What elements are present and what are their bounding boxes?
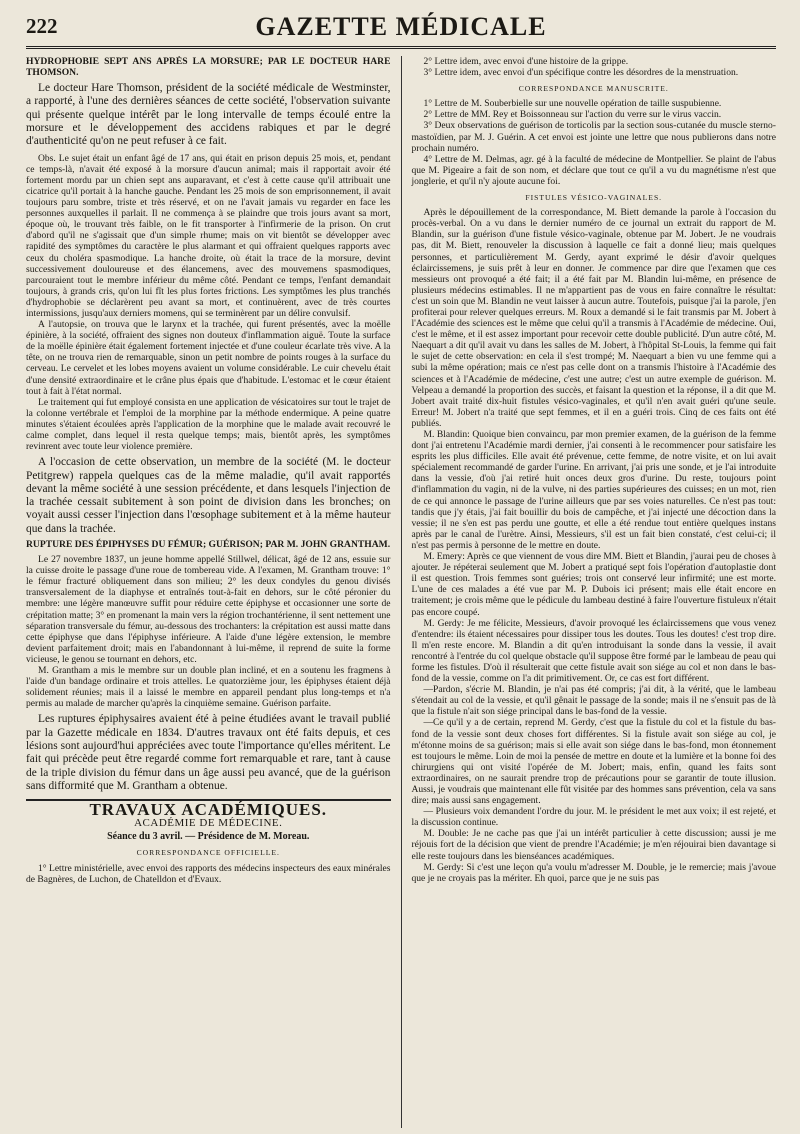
page-header (26, 8, 776, 49)
paragraph: Le traitement qui fut employé consista en une application de vésicatoires sur tout le trajet de la colonne vertébrale et l'emploi de la morphine par la méthode endermique. A peine quatre minutes s'étaient écoulées après l'application de la morphine que le malade avait recouvré le calme complet, dans lequel il resta quelque temps; mais, bientôt après, les symptômes revinrent avec toute leur violence première. (26, 396, 391, 453)
paragraph: M. Grantham a mis le membre sur un double plan incliné, et en a soutenu les fragmens à l'aide d'un bandage ordinaire et trois attelles. Le quatorzième jour, les épiphyses étaient déjà solidement réunies; mais il a laissé le membre en appareil pendant plus long-temps et n'a permis au malade de marcher qu'après la cinquième semaine. Guérison parfaite. (26, 665, 391, 710)
left-column (26, 56, 391, 1128)
paragraph: Obs. Le sujet était un enfant âgé de 17 ans, qui était en prison depuis 25 mois, et, pendant ce temps-là, n'avait été exposé à la morsure d'aucun animal; mais il rapportait avoir été fortement mordu par un chien sept ans auparavant, et c'est à cette cause qu'il attribuait une cicatrice qu'il portait à la hanche gauche. Pendant les 25 mois de son emprisonnement, il avait toujours paru sombre, triste et très réservé, et on ne l'avait jamais vu regarder en face les personnes auxquelles il parlait. Il ne commença à se plaindre que trois jours avant sa mort, époque où, le trouvant très faible, on le fit transporter à l'infirmerie de la prison. On crut d'abord qu'il ne s'agissait que d'un simple rhume; mais on vit bientôt se développer avec rapidité des symptômes du caractère le plus alarmant et qui offraient quelques rapports avec ceux du choléra spasmodique. La hanche droite, où était la trace de la morsure, devint successivement douloureuse et des élancemens, avec des mouvemens spasmodiques, parcouraient tout le membre inférieur du même côté. Pendant ce temps, l'enfant demandait toujours, à grands cris, qu'on lui fît les plus fortes frictions. Les symptômes les plus tranchés d'hydrophobie se déclarèrent peu avant sa mort, et continuèrent, avec de très courtes intermissions, jusqu'aux derniers momens, qui se terminèrent par un délire convulsif. (26, 152, 391, 319)
paragraph: — Plusieurs voix demandent l'ordre du jour. M. le président le met aux voix; il est rejeté, et la discussion continue. (411, 806, 776, 829)
paragraph-large: A l'occasion de cette observation, un membre de la société (M. le docteur Petitgrew) rappela quelques cas de la même maladie, qu'il avait rapportés devant la même société à une session précédente, et dans lesquels l'injection de la trachée cessait subitement à son point de division dans les bronches; on voyait aussi cesser l'injection dans l'œsophage subitement et à la même hauteur que dans la trachée. (26, 456, 391, 535)
paragraph: M. Gerdy: Si c'est une leçon qu'a voulu m'adresser M. Double, je le remercie; mais j'avoue que je ne croyais pas la mériter. Eh quoi, parce que je ne suis pas (411, 861, 776, 884)
list-item: 2° Lettre de MM. Rey et Boissonneau sur l'action du verre sur le virus vaccin. (423, 109, 722, 121)
paragraph: Après le dépouillement de la correspondance, M. Biett demande la parole à l'occasion du procès-verbal. On a vu dans le dernier numéro de ce journal un extrait du rapport de M. Blandin, sur la guérison d'une fistule vésico-vaginale, obtenue par M. Jobert. Je ne voudrais pas, dit M. Biett, renouveler la discussion à laquelle ce fait a donné lieu; mais quelques personnes, et particulièrement M. Gerdy, ayant exprimé le désir d'avoir quelques éclaircissemens, je suis prêt à leur en donner. Je commence par dire que l'examen que ces messieurs ont provoqué a été fait; il a été fait par M. Blandin lui-même, en présence de plusieurs médecins estimables. Il ne m'appartient pas de vous en faire connaître le résultat: c'est un soin que M. Blandin ne veut laisser à aucun autre. Toutefois, puisque j'ai la parole, j'en profiterai pour relever quelques erreurs. M. Roux a demandé si le fait transmis par M. Jobert à l'Académie des sciences est le même que celui qu'il a transmis à l'Académie de médecine. Oui, c'est le même, et il est assez important pour recevoir cette double publicité. D'un autre côté, M. Naequart a dit qu'il avait vu dans les salles de M. Jobert, à l'hôpital St-Louis, la femme qui fait le sujet de cette observation: en cela il s'est trompé; M. Naequart a bien vu une femme qui a subi la même opération; mais ce n'est pas celle dont on a transmis l'histoire à l'Académie des sciences et à l'Académie de médecine, c'est une autre; c'est un autre exemple de guérison. M. Velpeau a demandé la proportion des succès, et faisant la question et la réponse, il a dit que M. Jobert avait traité dix-huit fistules vésico-vaginales, et qu'il n'en avait guéri qu'une seule. Erreur! M. Jobert n'a traité que sept femmes, et il en a guéri trois. Cinq de ces faits ont été publiés. (411, 207, 776, 429)
subsection-heading: CORRESPONDANCE OFFICIELLE. (136, 848, 280, 858)
paragraph: 1° Lettre ministérielle, avec envoi des rapports des médecins inspecteurs des eaux minérales de Bagnères, de Luchon, de Chatelldon et d'Evaux. (26, 862, 391, 885)
list-item: 4° Lettre de M. Delmas, agr. gé à la faculté de médecine de Montpellier. Se plaint de l'abus que M. Pigeaire a fait de son nom, et déclare que tout ce qu'il a vu du magnétisme n'est que jonglerie, et qu'il n'y ajoute aucune foi. (411, 153, 776, 187)
paragraph: M. Double: Je ne cache pas que j'ai un intérêt particulier à cette discussion; aussi je me réjouis fort de la décision que vient de prendre l'Académie; je m'en réjouirai bien davantage si elle reste toujours dans les bienséances académiques. (411, 828, 776, 862)
paragraph: M. Emery: Après ce que viennent de vous dire MM. Biett et Blandin, j'aurai peu de choses à ajouter. Je répéterai seulement que M. Jobert a pratiqué sept fois l'opération d'autoplastie dont il est question. Trois femmes sont guéries; trois ont conservé leur infirmité; une est morte. L'une de ces malades a été vue par M. P. Dubois ici présent; mais elle était encore en traitement; je crois même que le pédicule du lambeau destiné à faire l'ouverture fistuleux n'était pas encore coupé. (411, 551, 776, 618)
paragraph: M. Blandin: Quoique bien convaincu, par mon premier examen, de la guérison de la femme dont j'ai entretenu l'Académie mardi dernier, j'ai consenti à le recommencer pour satisfaire les esprits les plus difficiles. Elle avait été prévenue, cette femme, de notre visite, et on lui avait spécialement recommandé de garder l'urine. En arrivant, j'ai pris une sonde, et je l'ai introduite dans la vessie, d'où j'ai retiré huit onces deux gros d'urine. Du reste, toujours point d'inflammation du vagin, ni de la vulve, ni des parties supérieures des cuisses; en un mot, rien de ce qui annonce le passage de l'urine ailleurs que par ses voies naturelles. Ce n'est pas tout: tandis que j'y étais, j'ai fait bouillir du bois de campêche, et j'ai injecté une décoction dans la vessie; il ne s'en est pas perdu une goutte, et elle a été rendue tout entière quelques instans après par le canal de l'urètre. Ainsi, Messieurs, s'il est un fait bien constaté, c'est celui-ci; il n'est pas permis à personne de le mettre en doute. (411, 429, 776, 551)
list-item: 3° Deux observations de guérison de torticolis par la section sous-cutanée du muscle sterno-mastoïdien, par M. J. Guérin. A cet envoi est jointe une lettre que nous publierons dans notre prochain numéro. (411, 120, 776, 154)
article-title: HYDROPHOBIE SEPT ANS APRÈS LA MORSURE; PAR LE DOCTEUR HARE THOMSON. (26, 56, 391, 79)
paragraph: Le 27 novembre 1837, un jeune homme appellé Stillwel, délicat, âgé de 12 ans, essuie sur la cuisse droite le passage d'une roue de tombereau vide. A l'examen, M. Grantham trouve: 1° le fémur fracturé obliquement dans son milieu; 2° les deux condyles du genou divisés transversalement de la diaphyse et entraînés tout-à-fait en dehors, sur le côté péronier du membre: une légère manœuvre suffit pour réduire cette épiphyse et occasionner une sorte de crépitation matte; 3° en promenant la main vers la région trochantérienne, il sent nettement une séparation transversale du fémur, au-dessous des trochanters: la crépitation est aussi matte dans cette épiphyse que dans l'épiphyse inférieure. A l'aide d'une légère extension, le membre devient parfaitement droit; mais en l'abandonnant à lui-même, il reprend de suite la forme vicieuse, le genou se tournant en dehors, etc. (26, 554, 391, 665)
paragraph: A l'autopsie, on trouva que le larynx et la trachée, qui furent présentés, avec la moëlle épinière, à la société, offraient des signes non douteux d'inflammation aiguë. Toute la surface de la moëlle épinière était également fortement injectée et d'une couleur écarlate très vive. A la tête, on ne trouva rien de remarquable, sinon un petit nombre de points rouges à la surface du cerveau. Le cervelet et les lobes moyens avaient un volume considérable. Le cuir chevelu était d'une densité extraordinaire et le crâne plus épais que d'habitude. L'estomac et le cœur étaient tout à fait à l'état normal. (26, 319, 391, 397)
seance-heading: Séance du 3 avril. — Présidence de M. Moreau. (107, 831, 310, 843)
article-title: RUPTURE DES ÉPIPHYSES DU FÉMUR; GUÉRISON; PAR M. JOHN GRANTHAM. (26, 538, 391, 550)
article-intro: Le docteur Hare Thomson, président de la société médicale de Westminster, a rapporté, à l'une des dernières séances de cette société, l'observation suivante qui présente quelque intérêt par le long intervalle de temps écoulé entre la morsure et le développement des accidens rabiques et par le degré d'authenticité qu'on ne peut refuser à ce fait. (26, 82, 391, 148)
column-rule (401, 56, 402, 1128)
journal-title: GAZETTE MÉDICALE (255, 12, 547, 41)
paragraph-large: Les ruptures épiphysaires avaient été à peine étudiées avant le travail publié par la Gazette médicale en 1834. D'autres travaux ont été faits depuis, et ces lésions sont aujourd'hui appréciées avec toute l'importance qu'elles méritent. Le fait qui précède peut être regardé comme fort remarquable et rare, tant à cause de la triple division du fémur dans un âge aussi peu avancé, que de la guérison sans difformité que M. Grantham a obtenue. (26, 713, 391, 792)
right-column (411, 56, 776, 1128)
list-item: 2° Lettre idem, avec envoi d'une histoire de la grippe. (423, 56, 629, 67)
academy-heading: ACADÉMIE DE MÉDECINE. (134, 817, 283, 830)
page-number: 222 (26, 14, 58, 38)
section-title: TRAVAUX ACADÉMIQUES. (26, 799, 391, 815)
list-item: 3° Lettre idem, avec envoi d'un spécifique contre les désordres de la menstruation. (423, 67, 739, 79)
paragraph: M. Gerdy: Je me félicite, Messieurs, d'avoir provoqué les éclaircissemens que vous venez d'entendre: ils étaient nécessaires pour dissiper tous les doutes. Tous les doutes! c'est trop dire. Il m'en reste encore. M. Blandin a dit qu'en introduisant la sonde dans la vessie, il avait rencontré à l'entrée du col quelque obstacle qu'il suppose être formé par le lambeau de peau qui forme les fistules. D'où il résulterait que cette fistule avait son siége au col et non dans le bas-fond de la vessie, comme on l'a dit primitivement. Or, ce cas est fort différent. (411, 617, 776, 685)
subsection-heading: FISTULES VÉSICO-VAGINALES. (525, 193, 663, 203)
columns (26, 56, 776, 1128)
subsection-heading: CORRESPONDANCE MANUSCRITE. (518, 84, 669, 94)
paragraph: —Pardon, s'écrie M. Blandin, je n'ai pas été compris; j'ai dit, à la vérité, que le lambeau s'étendait au col de la vessie, et qu'il gênait le passage de la sonde; mais il ne s'ensuit pas de là que la fistule n'ait son siége principal dans le bas-fond de la vessie. (411, 684, 776, 718)
list-item: 1° Lettre de M. Souberbielle sur une nouvelle opération de taille suspubienne. (423, 98, 722, 110)
paragraph: —Ce qu'il y a de certain, reprend M. Gerdy, c'est que la fistule du col et la fistule du bas-fond de la vessie sont deux choses fort différentes. Si la fistule avait son siége au col, je m'étonne moins de sa guérison; mais si elle avait son siége dans le bas-fond, mon étonnement est toujours le même. Loin de moi la pensée de mettre en doute et la lumière et la bonne foi des chirurgiens qui ont visité l'opérée de M. Jobert; mais, enfin, quand les faits sont extraordinaires, on ne saurait prendre trop de précautions pour se garantir de toute illusion. Aussi, je voudrais que maintenant elle fût visitée par des hommes sans prévention, cela va sans dire; mais aussi sans engagement. (411, 717, 776, 807)
